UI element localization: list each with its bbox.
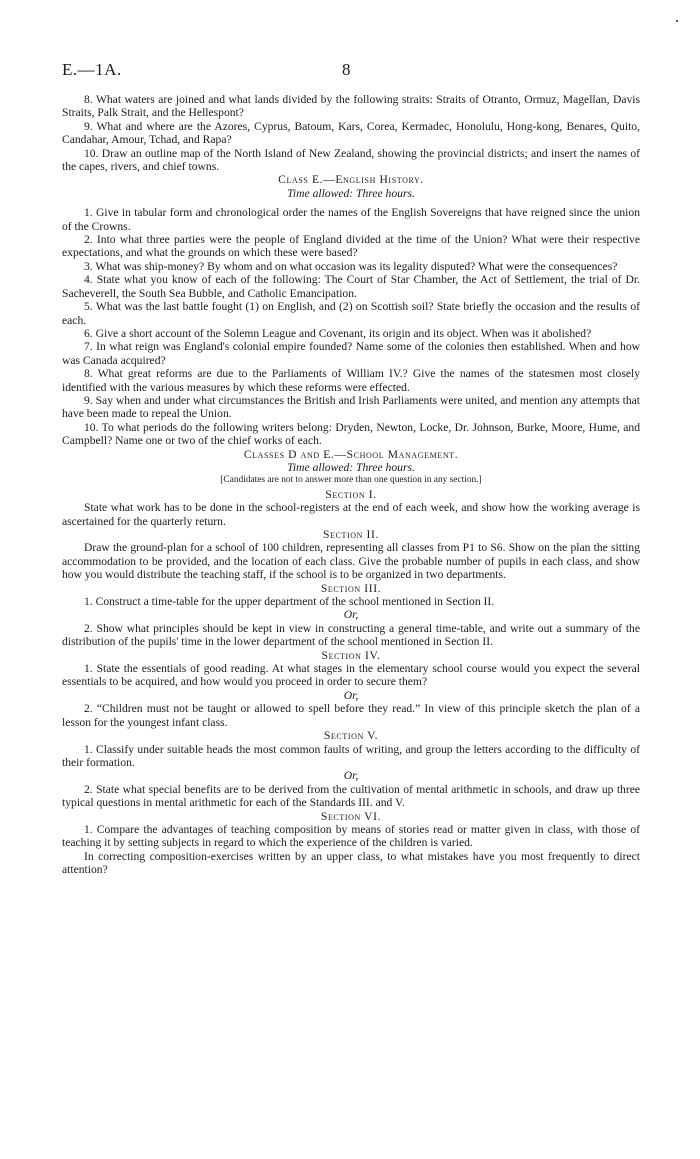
question: 2. “Children must not be taught or allowed to spell before they read.” In view of this principle sketch the plan of a lesson for the youngest infant class. xyxy=(62,702,640,729)
question: 8. What great reforms are due to the Parliaments of William IV.? Give the names of the statesmen most closely identified with the various measures by which these reforms were effected. xyxy=(62,367,640,394)
question: 7. In what reign was England's colonial empire founded? Name some of the colonies then established. When and how was Canada acquired? xyxy=(62,340,640,367)
question: 2. Show what principles should be kept in view in constructing a general time-table, and write out a summary of the distribution of the pupils' time in the lower department of the school mentioned in Section II. xyxy=(62,621,640,649)
section-heading: Section V. xyxy=(323,729,379,743)
question: Draw the ground-plan for a school of 100 children, representing all classes from P1 to S6. Show on the plan the sitting accommodation to be provided, and the location of each class. Give the probable number of pupils in each class, and show how you would distribute the teaching staff, if the school is to be organized in two departments. xyxy=(62,541,640,582)
question: 9. What and where are the Azores, Cyprus, Batoum, Kars, Corea, Kermadec, Honolulu, Hong-kong, Benares, Quito, Candahar, Amour, Tchad, and Rapa? xyxy=(62,119,640,147)
question: 3. What was ship-money? By whom and on what occasion was its legality disputed? What were the consequences? xyxy=(84,259,618,273)
time-allowed: Time allowed: Three hours. xyxy=(287,186,415,200)
question: 6. Give a short account of the Solemn League and Covenant, its origin and its object. When was it abolished? xyxy=(84,326,592,340)
question: 1. Compare the advantages of teaching composition by means of stories read or matter given in class, with those of teaching it by setting subjects in regard to which the experience of the children is varied. xyxy=(62,822,640,850)
section-heading: Section II. xyxy=(323,528,379,541)
question: 4. State what you know of each of the following: The Court of Star Chamber, the Act of Settlement, the trial of Dr. Sacheverell, the South Sea Bubble, and Catholic Emancipation. xyxy=(62,273,640,300)
page-number: 8 xyxy=(342,60,351,79)
question: In correcting composition-exercises written by an upper class, to what mistakes have you most frequently to direct attention? xyxy=(62,849,640,877)
scan-mark xyxy=(676,20,678,22)
question: 2. Into what three parties were the people of England divided at the time of the Union? What were their respective expectations, and what the grounds on which these were based? xyxy=(62,233,640,260)
or-divider: Or, xyxy=(343,769,359,783)
section-heading: Section III. xyxy=(320,581,382,595)
page-content xyxy=(62,93,640,877)
question: 9. Say when and under what circumstances the British and Irish Parliaments were united, and mention any attempts that have been made to repeal the Union. xyxy=(62,393,640,421)
section-heading: Section I. xyxy=(325,487,377,501)
candidate-instruction: [Candidates are not to answer more than one question in any section.] xyxy=(220,475,482,486)
exam-heading-english-history: Class E.—English History. xyxy=(278,173,424,187)
question: 10. To what periods do the following writers belong: Dryden, Newton, Locke, Dr. Johnson, Burke, Moore, Hume, and Campbell? Name one or two of the chief works of each. xyxy=(62,420,640,448)
question: 1. State the essentials of good reading. At what stages in the elementary school course would you expect the several essentials to be acquired, and how would you proceed in order to secure them? xyxy=(62,662,640,689)
question: 2. State what special benefits are to be derived from the cultivation of mental arithmetic in schools, and draw up three typical questions in mental arithmetic for each of the Standards III. and V. xyxy=(62,782,640,810)
section-heading: Section IV. xyxy=(321,648,381,662)
question: State what work has to be done in the school-registers at the end of each week, and show how the working average is ascertained for the quarterly return. xyxy=(62,501,640,528)
question: 1. Give in tabular form and chronological order the names of the English Sovereigns that have reigned since the union of the Crowns. xyxy=(62,206,640,233)
question: 1. Classify under suitable heads the most common faults of writing, and group the letters according to the difficulty of their formation. xyxy=(62,742,640,769)
question: 5. What was the last battle fought (1) on English, and (2) on Scottish soil? State briefly the occasion and the results of each. xyxy=(62,300,640,327)
or-divider: Or, xyxy=(343,688,359,702)
section-heading: Section VI. xyxy=(320,809,382,823)
exam-heading-school-management: Classes D and E.—School Management. xyxy=(243,447,459,461)
question: 10. Draw an outline map of the North Island of New Zealand, showing the provincial districts; and insert the names of the capes, rivers, and chief towns. xyxy=(62,146,640,174)
time-allowed: Time allowed: Three hours. xyxy=(287,460,415,474)
or-divider: Or, xyxy=(343,608,359,622)
question: 1. Construct a time-table for the upper department of the school mentioned in Section II. xyxy=(84,595,495,609)
page-header xyxy=(62,60,640,82)
document-reference: E.—1A. xyxy=(62,60,122,79)
question: 8. What waters are joined and what lands divided by the following straits: Straits of Otranto, Ormuz, Magellan, Davis Straits, Palk Strait, and the Hellespont? xyxy=(62,93,640,120)
